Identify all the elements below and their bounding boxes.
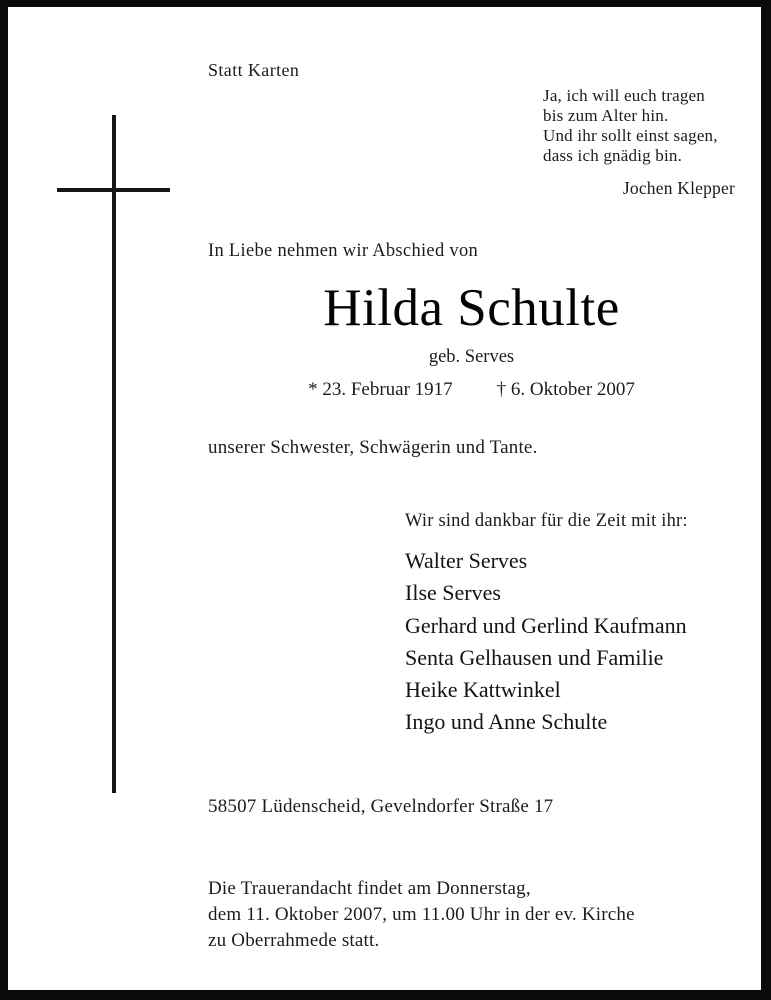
quote-line: bis zum Alter hin. <box>543 106 669 125</box>
statt-karten-label: Statt Karten <box>208 60 300 80</box>
service-line: dem 11. Oktober 2007, um 11.00 Uhr in der ev. Kirche <box>208 904 635 925</box>
service-line: zu Oberrahmede statt. <box>208 930 380 951</box>
cross-vertical-bar <box>112 115 116 793</box>
deceased-name: Hilda Schulte <box>323 279 620 337</box>
gratitude-line: Wir sind dankbar für die Zeit mit ihr: <box>405 511 688 531</box>
cross-horizontal-bar <box>57 188 170 192</box>
mourner-name: Senta Gelhausen und Familie <box>405 644 664 670</box>
address-line: 58507 Lüdenscheid, Gevelndorfer Straße 17 <box>208 796 554 817</box>
mourner-name: Ingo und Anne Schulte <box>405 709 608 735</box>
quote-line: Ja, ich will euch tragen <box>543 86 705 105</box>
birth-date: * 23. Februar 1917 <box>308 379 453 400</box>
death-date: † 6. Oktober 2007 <box>496 379 635 400</box>
mourner-name: Heike Kattwinkel <box>405 677 561 703</box>
quote-line: Und ihr sollt einst sagen, <box>543 126 718 145</box>
mourner-name: Walter Serves <box>405 548 528 573</box>
service-announcement <box>208 876 635 954</box>
life-dates <box>208 379 735 401</box>
relation-line: unserer Schwester, Schwägerin und Tante. <box>208 437 538 458</box>
mourners-list <box>405 545 688 739</box>
quote-line: dass ich gnädig bin. <box>543 146 683 165</box>
maiden-name: geb. Serves <box>428 347 515 367</box>
deceased-name-block <box>208 278 735 401</box>
farewell-intro: In Liebe nehmen wir Abschied von <box>208 241 479 261</box>
gratitude-block <box>405 511 688 739</box>
service-line: Die Trauerandacht findet am Donnerstag, <box>208 878 531 899</box>
mourner-name: Ilse Serves <box>405 580 501 606</box>
mourner-name: Gerhard und Gerlind Kaufmann <box>405 612 687 638</box>
quote-attribution: Jochen Klepper <box>622 178 735 198</box>
memorial-quote <box>543 86 735 198</box>
